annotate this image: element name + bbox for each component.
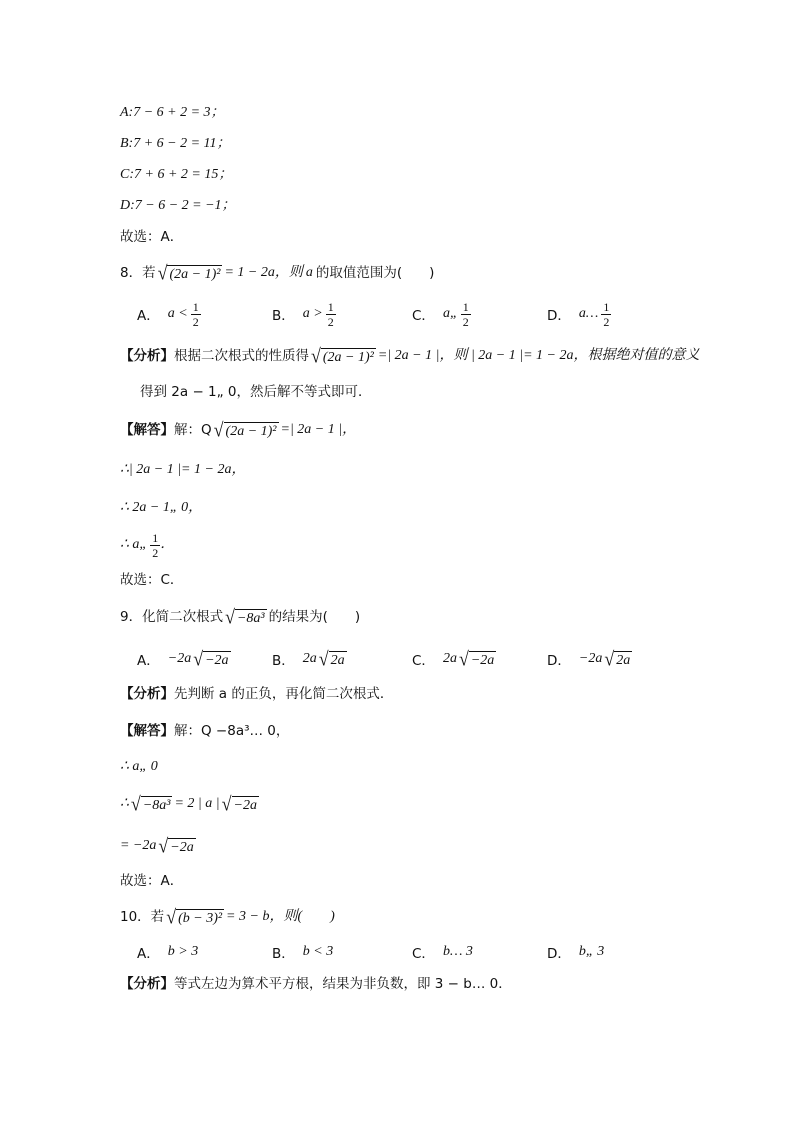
q10-option-a[interactable]: A． b > 3 bbox=[137, 944, 199, 962]
q8-rhs: = 1 − 2a，则 bbox=[224, 265, 303, 280]
q8-var: a bbox=[305, 265, 313, 280]
q8-analysis bbox=[120, 346, 700, 366]
q9-radical: √ −8a³ bbox=[225, 605, 265, 628]
q8-analysis-text-2: =| 2a − 1 |，则 | 2a − 1 |= 1 − 2a，根据绝对值的意义 bbox=[377, 348, 700, 363]
solution-line-a: A:7 − 6 + 2 = 3； bbox=[120, 105, 225, 120]
q8-step-3: ∴ a„ $\frac{1}{2}$ ． bbox=[120, 530, 175, 560]
q10-radical: √ (b − 3)² bbox=[166, 905, 223, 928]
analysis-tag: 【分析】 bbox=[120, 348, 174, 364]
q9-options bbox=[137, 642, 757, 676]
q8-number: 8．若 bbox=[120, 265, 156, 281]
q8-analysis-cont: 得到 2a − 1„ 0，然后解不等式即可． bbox=[140, 384, 372, 400]
q10-option-d[interactable]: D． b„ 3 bbox=[547, 944, 605, 962]
q9-option-a[interactable]: A． −2a √ −2a bbox=[137, 647, 229, 670]
q9-option-c[interactable]: C． 2a √ −2a bbox=[412, 647, 495, 670]
solution-line-c: C:7 + 6 + 2 = 15； bbox=[120, 167, 233, 182]
q8-option-d[interactable]: D． a… $\frac{1}{2}$ bbox=[547, 299, 610, 329]
q8-option-c[interactable]: C． a„ $\frac{1}{2}$ bbox=[412, 299, 469, 329]
q8-conclusion: 故选：C． bbox=[120, 572, 184, 588]
q8-options bbox=[137, 297, 757, 331]
solution-conclusion: 故选：A． bbox=[120, 229, 184, 245]
q10-option-b[interactable]: B． b < 3 bbox=[272, 944, 334, 962]
q9-option-b[interactable]: B． 2a √ 2a bbox=[272, 647, 345, 670]
q8-tail: 的取值范围为( ) bbox=[315, 265, 435, 281]
q10-analysis: 【分析】 等式左边为算术平方根，结果为非负数，即 3 − b… 0． bbox=[120, 976, 512, 992]
q8-analysis-radical: √ (2a − 1)² bbox=[311, 344, 374, 367]
q8-stem bbox=[120, 263, 434, 283]
q10-stem: 10．若 √ (b − 3)² = 3 − b，则( ) bbox=[120, 905, 335, 928]
q8-answer: 【解答】 解：Q √ (2a − 1)² =| 2a − 1 |， bbox=[120, 418, 357, 441]
q8-option-b[interactable]: B． a > $\frac{1}{2}$ bbox=[272, 299, 334, 329]
q9-step-3: = −2a √ −2a bbox=[120, 834, 194, 857]
answer-tag: 【解答】 bbox=[120, 422, 174, 438]
q8-radical: √ (2a − 1)² bbox=[157, 261, 221, 284]
solution-line-b: B:7 + 6 − 2 = 11； bbox=[120, 136, 231, 151]
q9-analysis: 【分析】 先判断 a 的正负，再化简二次根式． bbox=[120, 686, 394, 702]
q8-option-a[interactable]: A． a < $\frac{1}{2}$ bbox=[137, 299, 199, 329]
q8-answer-radical: √ (2a − 1)² bbox=[213, 418, 277, 441]
q9-step-2: ∴ √ −8a³ = 2 | a | √ −2a bbox=[120, 792, 257, 815]
q9-answer: 【解答】 解：Q −8a³… 0， bbox=[120, 723, 290, 739]
q9-stem: 9．化简二次根式 √ −8a³ 的结果为( ) bbox=[120, 605, 361, 628]
solution-line-d: D:7 − 6 − 2 = −1； bbox=[120, 198, 236, 213]
q8-step-2: ∴ 2a − 1„ 0， bbox=[120, 500, 203, 515]
q9-conclusion: 故选：A． bbox=[120, 873, 184, 889]
q8-step-1: ∴| 2a − 1 |= 1 − 2a， bbox=[120, 462, 246, 477]
q10-option-c[interactable]: C． b… 3 bbox=[412, 944, 473, 962]
q8-analysis-text: 根据二次根式的性质得 bbox=[174, 348, 309, 364]
q10-options bbox=[137, 935, 757, 969]
q9-option-d[interactable]: D． −2a √ 2a bbox=[547, 647, 631, 670]
q9-step-1: ∴ a„ 0 bbox=[120, 759, 158, 774]
